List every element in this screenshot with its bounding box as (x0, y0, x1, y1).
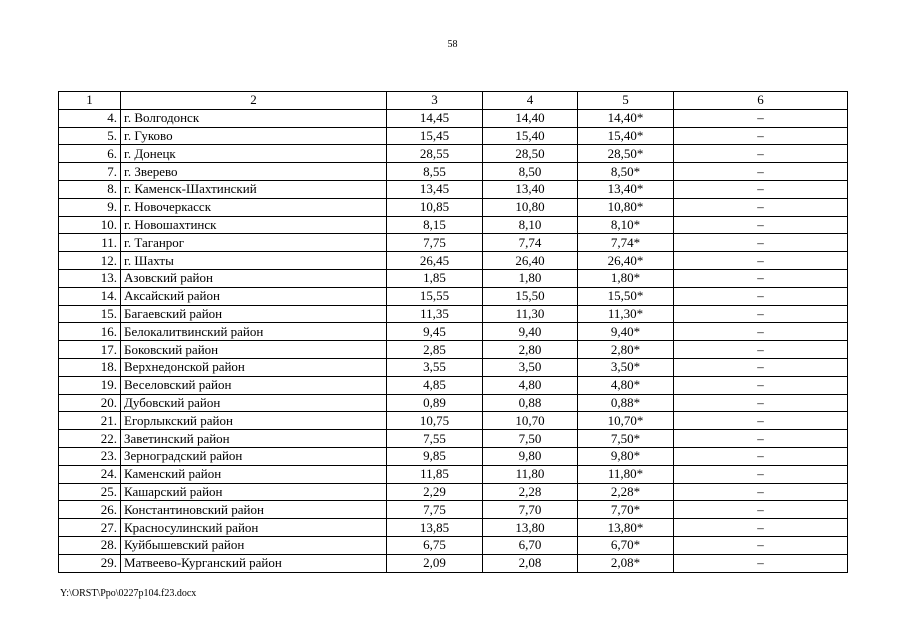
value-cell-3: 6,75 (387, 536, 483, 554)
value-cell-4: 14,40 (483, 109, 578, 127)
value-cell-4: 15,40 (483, 127, 578, 145)
table-row (59, 269, 848, 287)
table-row (59, 252, 848, 270)
value-cell-4: 1,80 (483, 269, 578, 287)
value-cell-3: 9,85 (387, 447, 483, 465)
row-number-cell: 18. (59, 358, 121, 376)
value-cell-3: 2,85 (387, 341, 483, 359)
row-number-cell: 17. (59, 341, 121, 359)
row-number-cell: 28. (59, 536, 121, 554)
locality-cell: Белокалитвинский район (121, 323, 387, 341)
row-number-cell: 9. (59, 198, 121, 216)
row-number-cell: 12. (59, 252, 121, 270)
value-cell-6: – (674, 554, 848, 572)
value-cell-6: – (674, 163, 848, 181)
value-cell-5: 0,88* (578, 394, 674, 412)
table-row (59, 430, 848, 448)
value-cell-4: 4,80 (483, 376, 578, 394)
table-row (59, 394, 848, 412)
column-header: 3 (387, 92, 483, 110)
row-number-cell: 26. (59, 501, 121, 519)
value-cell-6: – (674, 234, 848, 252)
table-row (59, 519, 848, 537)
table-row (59, 180, 848, 198)
value-cell-3: 13,45 (387, 180, 483, 198)
row-number-cell: 13. (59, 269, 121, 287)
locality-cell: г. Зверево (121, 163, 387, 181)
table-row (59, 412, 848, 430)
value-cell-4: 2,08 (483, 554, 578, 572)
row-number-cell: 4. (59, 109, 121, 127)
column-header: 5 (578, 92, 674, 110)
locality-cell: Веселовский район (121, 376, 387, 394)
value-cell-6: – (674, 252, 848, 270)
value-cell-5: 8,50* (578, 163, 674, 181)
table-row (59, 216, 848, 234)
value-cell-3: 10,75 (387, 412, 483, 430)
row-number-cell: 11. (59, 234, 121, 252)
value-cell-4: 2,28 (483, 483, 578, 501)
value-cell-5: 28,50* (578, 145, 674, 163)
value-cell-5: 13,40* (578, 180, 674, 198)
value-cell-3: 7,75 (387, 501, 483, 519)
column-header: 1 (59, 92, 121, 110)
locality-cell: Красносулинский район (121, 519, 387, 537)
value-cell-6: – (674, 376, 848, 394)
row-number-cell: 15. (59, 305, 121, 323)
value-cell-3: 13,85 (387, 519, 483, 537)
row-number-cell: 8. (59, 180, 121, 198)
locality-cell: г. Гуково (121, 127, 387, 145)
table-row (59, 198, 848, 216)
value-cell-3: 9,45 (387, 323, 483, 341)
value-cell-5: 2,08* (578, 554, 674, 572)
value-cell-4: 7,70 (483, 501, 578, 519)
locality-cell: Кашарский район (121, 483, 387, 501)
value-cell-4: 8,10 (483, 216, 578, 234)
locality-cell: Зерноградский район (121, 447, 387, 465)
value-cell-4: 11,30 (483, 305, 578, 323)
row-number-cell: 6. (59, 145, 121, 163)
locality-cell: Куйбышевский район (121, 536, 387, 554)
table-row (59, 305, 848, 323)
value-cell-6: – (674, 483, 848, 501)
value-cell-5: 13,80* (578, 519, 674, 537)
value-cell-6: – (674, 394, 848, 412)
value-cell-3: 15,45 (387, 127, 483, 145)
value-cell-6: – (674, 216, 848, 234)
locality-cell: г. Таганрог (121, 234, 387, 252)
locality-cell: г. Новочеркасск (121, 198, 387, 216)
locality-cell: Заветинский район (121, 430, 387, 448)
locality-cell: г. Каменск-Шахтинский (121, 180, 387, 198)
table-row (59, 501, 848, 519)
value-cell-6: – (674, 501, 848, 519)
value-cell-6: – (674, 358, 848, 376)
locality-cell: г. Донецк (121, 145, 387, 163)
row-number-cell: 25. (59, 483, 121, 501)
value-cell-6: – (674, 127, 848, 145)
value-cell-4: 9,80 (483, 447, 578, 465)
locality-cell: г. Новошахтинск (121, 216, 387, 234)
table-row (59, 323, 848, 341)
value-cell-6: – (674, 519, 848, 537)
value-cell-6: – (674, 269, 848, 287)
value-cell-3: 7,55 (387, 430, 483, 448)
table-row (59, 145, 848, 163)
value-cell-5: 11,80* (578, 465, 674, 483)
value-cell-5: 3,50* (578, 358, 674, 376)
value-cell-6: – (674, 447, 848, 465)
locality-cell: Боковский район (121, 341, 387, 359)
row-number-cell: 29. (59, 554, 121, 572)
locality-cell: Егорлыкский район (121, 412, 387, 430)
row-number-cell: 5. (59, 127, 121, 145)
row-number-cell: 14. (59, 287, 121, 305)
table-row (59, 358, 848, 376)
value-cell-3: 14,45 (387, 109, 483, 127)
value-cell-5: 2,28* (578, 483, 674, 501)
data-table (58, 91, 848, 573)
row-number-cell: 16. (59, 323, 121, 341)
value-cell-3: 2,09 (387, 554, 483, 572)
value-cell-4: 3,50 (483, 358, 578, 376)
locality-cell: Верхнедонской район (121, 358, 387, 376)
row-number-cell: 7. (59, 163, 121, 181)
value-cell-5: 2,80* (578, 341, 674, 359)
value-cell-5: 10,80* (578, 198, 674, 216)
value-cell-3: 8,55 (387, 163, 483, 181)
value-cell-6: – (674, 323, 848, 341)
value-cell-5: 10,70* (578, 412, 674, 430)
value-cell-5: 7,74* (578, 234, 674, 252)
value-cell-5: 15,40* (578, 127, 674, 145)
value-cell-4: 10,70 (483, 412, 578, 430)
row-number-cell: 10. (59, 216, 121, 234)
row-number-cell: 21. (59, 412, 121, 430)
column-header: 6 (674, 92, 848, 110)
value-cell-4: 13,80 (483, 519, 578, 537)
table-row (59, 163, 848, 181)
column-header: 4 (483, 92, 578, 110)
locality-cell: Аксайский район (121, 287, 387, 305)
value-cell-6: – (674, 180, 848, 198)
value-cell-4: 6,70 (483, 536, 578, 554)
locality-cell: г. Волгодонск (121, 109, 387, 127)
value-cell-6: – (674, 109, 848, 127)
value-cell-3: 2,29 (387, 483, 483, 501)
locality-cell: Азовский район (121, 269, 387, 287)
value-cell-6: – (674, 465, 848, 483)
row-number-cell: 23. (59, 447, 121, 465)
table-row (59, 287, 848, 305)
locality-cell: Матвеево-Курганский район (121, 554, 387, 572)
value-cell-6: – (674, 341, 848, 359)
locality-cell: Дубовский район (121, 394, 387, 412)
table-row (59, 127, 848, 145)
value-cell-4: 13,40 (483, 180, 578, 198)
value-cell-4: 10,80 (483, 198, 578, 216)
locality-cell: Багаевский район (121, 305, 387, 323)
value-cell-3: 10,85 (387, 198, 483, 216)
value-cell-6: – (674, 412, 848, 430)
value-cell-3: 7,75 (387, 234, 483, 252)
value-cell-4: 2,80 (483, 341, 578, 359)
value-cell-5: 14,40* (578, 109, 674, 127)
value-cell-3: 26,45 (387, 252, 483, 270)
row-number-cell: 19. (59, 376, 121, 394)
value-cell-6: – (674, 536, 848, 554)
row-number-cell: 22. (59, 430, 121, 448)
value-cell-5: 26,40* (578, 252, 674, 270)
value-cell-4: 15,50 (483, 287, 578, 305)
value-cell-3: 4,85 (387, 376, 483, 394)
value-cell-4: 8,50 (483, 163, 578, 181)
value-cell-4: 26,40 (483, 252, 578, 270)
value-cell-5: 11,30* (578, 305, 674, 323)
value-cell-3: 8,15 (387, 216, 483, 234)
locality-cell: г. Шахты (121, 252, 387, 270)
value-cell-4: 28,50 (483, 145, 578, 163)
table-row (59, 554, 848, 572)
value-cell-3: 15,55 (387, 287, 483, 305)
value-cell-5: 4,80* (578, 376, 674, 394)
value-cell-5: 7,70* (578, 501, 674, 519)
table-row (59, 341, 848, 359)
table-header-row (59, 92, 848, 110)
value-cell-4: 11,80 (483, 465, 578, 483)
table-row (59, 234, 848, 252)
value-cell-5: 6,70* (578, 536, 674, 554)
locality-cell: Каменский район (121, 465, 387, 483)
value-cell-6: – (674, 430, 848, 448)
value-cell-5: 7,50* (578, 430, 674, 448)
value-cell-3: 1,85 (387, 269, 483, 287)
value-cell-5: 8,10* (578, 216, 674, 234)
value-cell-4: 7,74 (483, 234, 578, 252)
value-cell-6: – (674, 145, 848, 163)
file-path-footer: Y:\ORST\Ppo\0227p104.f23.docx (60, 588, 197, 599)
value-cell-3: 11,35 (387, 305, 483, 323)
value-cell-4: 7,50 (483, 430, 578, 448)
row-number-cell: 24. (59, 465, 121, 483)
value-cell-5: 15,50* (578, 287, 674, 305)
value-cell-5: 9,40* (578, 323, 674, 341)
value-cell-3: 28,55 (387, 145, 483, 163)
value-cell-4: 0,88 (483, 394, 578, 412)
table-row (59, 447, 848, 465)
table-row (59, 109, 848, 127)
table-row (59, 465, 848, 483)
value-cell-6: – (674, 305, 848, 323)
row-number-cell: 27. (59, 519, 121, 537)
value-cell-3: 0,89 (387, 394, 483, 412)
value-cell-5: 9,80* (578, 447, 674, 465)
value-cell-3: 11,85 (387, 465, 483, 483)
value-cell-5: 1,80* (578, 269, 674, 287)
value-cell-3: 3,55 (387, 358, 483, 376)
locality-cell: Константиновский район (121, 501, 387, 519)
table-row (59, 536, 848, 554)
row-number-cell: 20. (59, 394, 121, 412)
page-number: 58 (447, 39, 458, 50)
column-header: 2 (121, 92, 387, 110)
value-cell-4: 9,40 (483, 323, 578, 341)
value-cell-6: – (674, 287, 848, 305)
table-row (59, 376, 848, 394)
value-cell-6: – (674, 198, 848, 216)
table-row (59, 483, 848, 501)
